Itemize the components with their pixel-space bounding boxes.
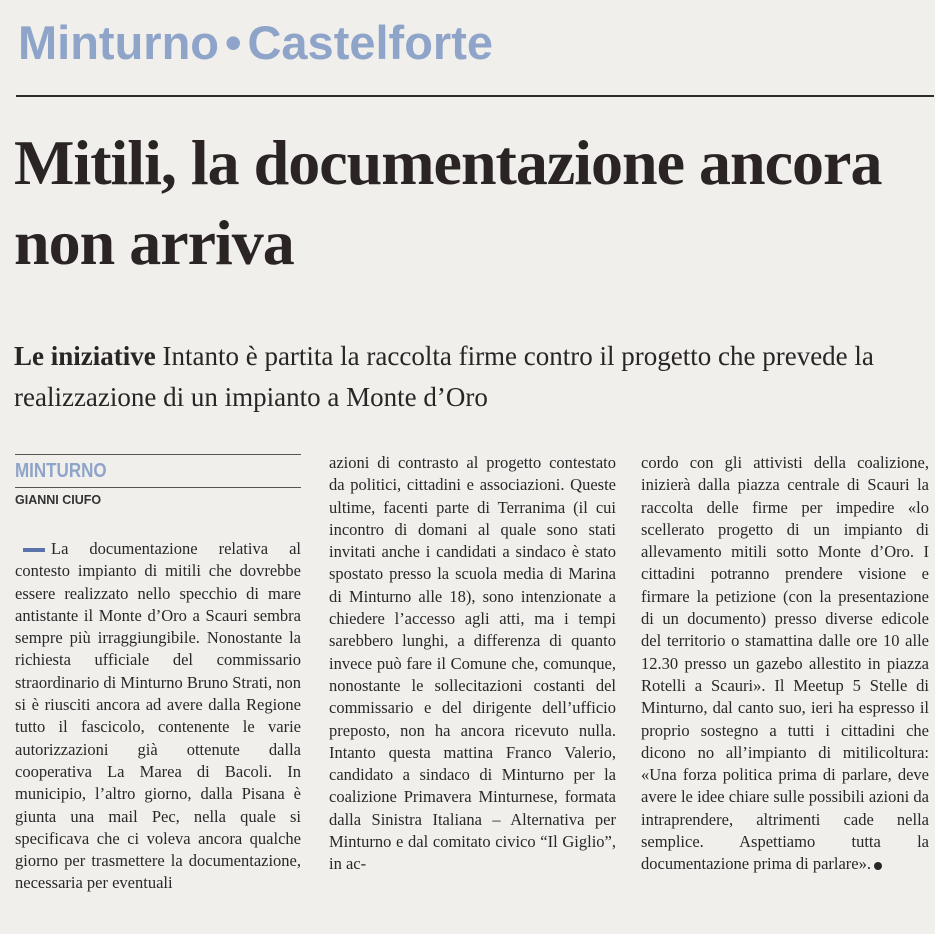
article-column-2 [329, 452, 616, 876]
end-of-article-dot [874, 862, 882, 870]
column-2-body: azioni di contrasto al progetto contestato da politici, cittadini e associazioni. Queste ultime, facenti parte di Terranima (il cui incontro di domani al quale sono stati invitati anche i candidati a sindaco è stato spostato presso la scuola media di Marina di Minturno alle 18), sono intenzionate a chiedere l’accesso agli atti, ma i tempi sarebbero lunghi, a differenza di quanto invece può fare il Comune che, comunque, nonostante le sollecitazioni costanti del commissario e del dirigente dell’ufficio preposto, non ha ancora ricevuto nulla. Intanto questa mattina Franco Valerio, candidato a sindaco di Minturno per la coalizione Primavera Minturnese, formata dalla Sinistra Italiana – Alternativa per Minturno e dal comitato civico “Il Giglio”, in ac- [329, 453, 616, 874]
column-3-body: cordo con gli attivisti della coalizione, inizierà dalla piazza centrale di Scauri la raccolta delle firme per impedire «lo scellerato progetto di un impianto di allevamento mitili sotto Monte d’Oro. I cittadini potranno prendere visione e firmare la petizione (con la presentazione di un documento) presso diverse edicole del territorio o stamattina dalle ore 10 alle 12.30 presso un gazebo allestito in piazza Rotelli a Scauri». Il Meetup 5 Stelle di Minturno, dal canto suo, ieri ha espresso il proprio sostegno a tutti i cittadini che dicono no all’impianto di mitilicoltura: «Una forza politica prima di parlare, deve avere le idee chiare sulle possibili azioni da intraprendere, altrimenti cade nella semplice. Aspettiamo tutta la documentazione prima di parlare». [641, 453, 929, 874]
section-place-minturno: Minturno [18, 16, 219, 69]
author-name: GIANNI CIUFO [15, 493, 102, 507]
byline [15, 452, 301, 530]
byline-rule-mid [15, 487, 301, 488]
byline-rule-top [15, 454, 301, 455]
article-column-1 [15, 452, 301, 895]
article-headline: Mitili, la documentazione ancora non arriva [14, 127, 882, 278]
article-column-3 [641, 452, 929, 876]
article-subhead [14, 336, 929, 418]
header-divider [16, 95, 934, 97]
column-3-text [641, 452, 929, 876]
lead-marker [23, 548, 45, 552]
section-separator: • [225, 16, 242, 69]
subhead-kicker: Le iniziative [14, 341, 156, 371]
dateline: MINTURNO [15, 460, 107, 482]
subhead-text: Intanto è partita la raccolta firme contro il progetto che prevede la realizzazione di un impianto a Monte d’Oro [14, 341, 874, 412]
section-header [18, 8, 493, 78]
column-1-body: La documentazione relativa al contesto impianto di mitili che dovrebbe essere realizzato nello specchio di mare antistante il Monte d’Oro a Scauri sembra sempre più irraggiungibile. Nonostante la richiesta ufficiale del commissario straordinario di Minturno Bruno Strati, non si è riusciti ancora ad avere dalla Regione tutto il fascicolo, contenente le varie autorizzazioni già ottenute dalla cooperativa La Marea di Bacoli. In municipio, l’altro giorno, dalla Pisana è giunta una mail Pec, nella quale si specificava che ci voleva ancora qualche giorno per trasmettere la documentazione, necessaria per eventuali [15, 539, 301, 893]
section-place-castelforte: Castelforte [247, 16, 493, 69]
column-1-text [15, 538, 301, 895]
